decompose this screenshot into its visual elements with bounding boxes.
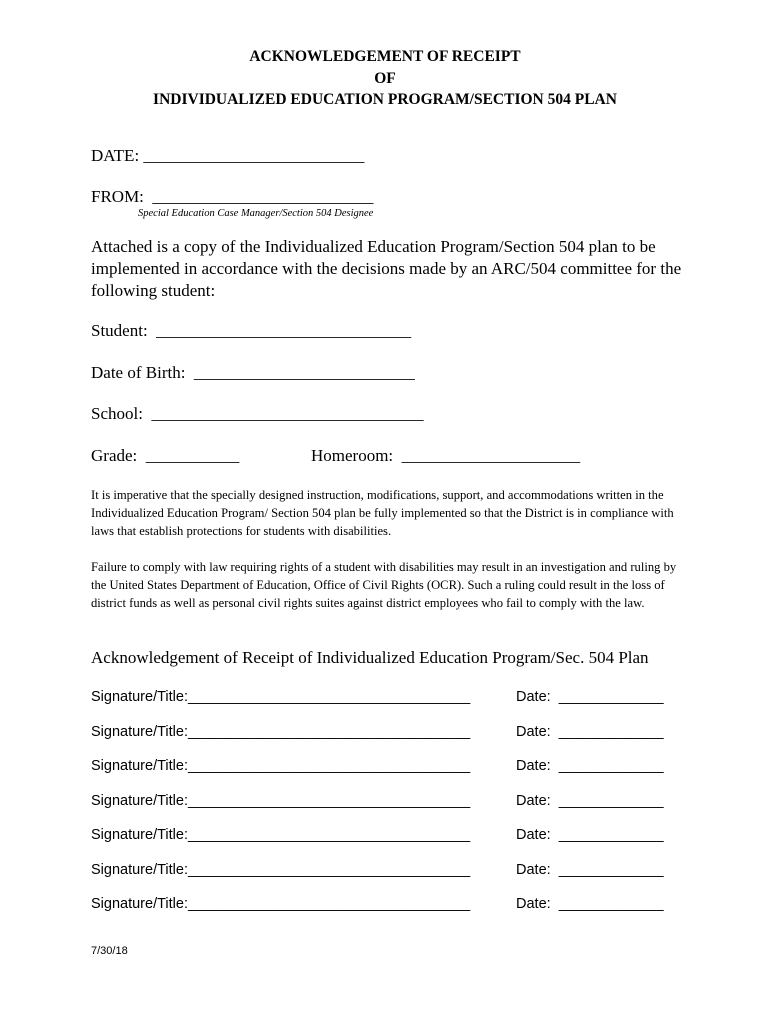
notice-paragraph-2: Failure to comply with law requiring rights of a student with disabilities may result in an investigation and ruling by the United States Department of Education, Office of Civil Rights (OCR). Such a ruling could result in the loss of district funds as well as personal civil rights suites against district employees who fail to comply with the law.	[91, 560, 677, 610]
school-field[interactable]: School: ________________________________	[91, 404, 424, 423]
signature-date-field[interactable]: Date: _____________	[516, 862, 664, 878]
signature-date-field[interactable]: Date: _____________	[516, 724, 664, 740]
signature-date-field[interactable]: Date: _____________	[516, 896, 664, 912]
signature-date-field[interactable]: Date: _____________	[516, 689, 664, 705]
footer-date: 7/30/18	[91, 945, 128, 957]
homeroom-field[interactable]: Homeroom: _____________________	[311, 446, 581, 465]
date-field[interactable]: DATE: __________________________	[91, 146, 365, 165]
notice-paragraph-1: It is imperative that the specially designed instruction, modifications, support, and accommodations written in the Individualized Education Program/ Section 504 plan be fully implemented so that the District is in compliance with laws that establish protections for students with disabilities.	[91, 488, 674, 538]
signature-date-field[interactable]: Date: _____________	[516, 758, 664, 774]
signature-title-field[interactable]: Signature/Title:___________________________________	[91, 793, 471, 809]
signature-date-field[interactable]: Date: _____________	[516, 827, 664, 843]
intro-paragraph: Attached is a copy of the Individualized Education Program/Section 504 plan to be implemented in accordance with the decisions made by an ARC/504 committee for the following student:	[91, 237, 682, 300]
signature-title-field[interactable]: Signature/Title:___________________________________	[91, 724, 471, 740]
student-field[interactable]: Student: ______________________________	[91, 321, 412, 340]
signature-title-field[interactable]: Signature/Title:___________________________________	[91, 827, 471, 843]
signature-title-field[interactable]: Signature/Title:___________________________________	[91, 896, 471, 912]
from-caption: Special Education Case Manager/Section 504 Designee	[138, 208, 374, 219]
title-line-1: ACKNOWLEDGEMENT OF RECEIPT	[249, 48, 521, 65]
signature-date-field[interactable]: Date: _____________	[516, 793, 664, 809]
title-line-3: INDIVIDUALIZED EDUCATION PROGRAM/SECTION 504 PLAN	[153, 91, 617, 108]
date-of-birth-field[interactable]: Date of Birth: __________________________	[91, 363, 415, 382]
signature-title-field[interactable]: Signature/Title:___________________________________	[91, 689, 471, 705]
signature-title-field[interactable]: Signature/Title:___________________________________	[91, 862, 471, 878]
from-field[interactable]: FROM: __________________________	[91, 187, 374, 206]
grade-field[interactable]: Grade: ___________	[91, 446, 240, 465]
title-line-2: OF	[374, 70, 396, 87]
signature-title-field[interactable]: Signature/Title:___________________________________	[91, 758, 471, 774]
acknowledgement-heading: Acknowledgement of Receipt of Individualized Education Program/Sec. 504 Plan	[91, 648, 649, 667]
